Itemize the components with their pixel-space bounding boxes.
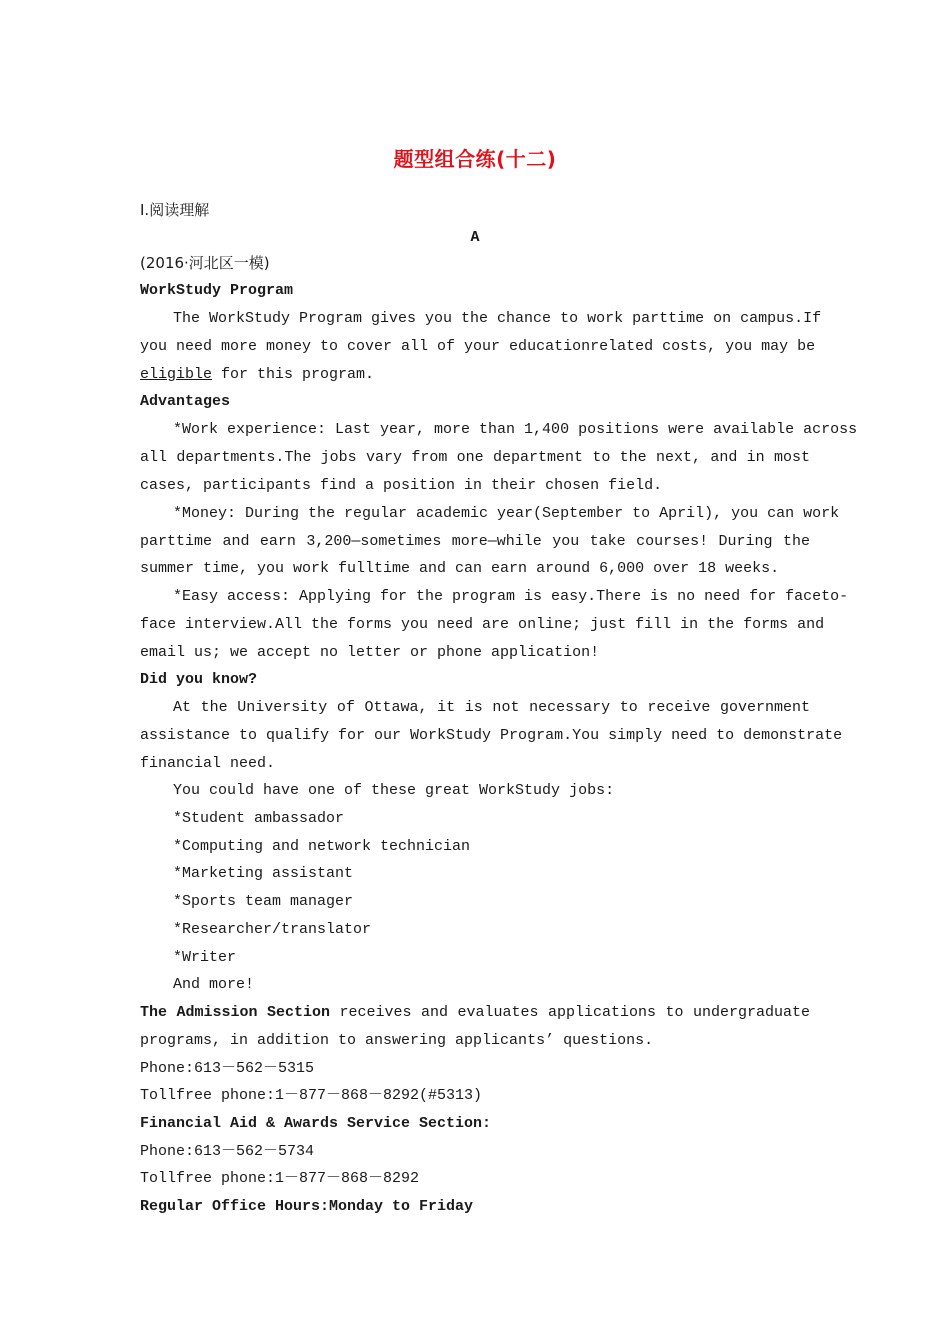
money-line-1: *Money: During the regular academic year(September to April), you can work [173, 505, 840, 522]
money-line-2: parttime and earn 3,200—sometimes more—while you take courses! During the [140, 533, 810, 550]
admission-lead: The Admission Section [140, 1004, 331, 1021]
intro-line-1: The WorkStudy Program gives you the chance to work parttime on campus.If [173, 310, 822, 327]
list-item: *Student ambassador [173, 810, 345, 827]
section-heading: Ⅰ.阅读理解 [140, 201, 210, 219]
easy-access-line-3: email us; we accept no letter or phone application! [140, 644, 600, 661]
money-line-3: summer time, you work fulltime and can earn around 6,000 over 18 weeks. [140, 560, 780, 577]
intro-line-3-rest: for this program. [212, 366, 375, 383]
program-title: WorkStudy Program [140, 282, 294, 299]
work-experience-line-3: cases, participants find a position in their chosen field. [140, 477, 663, 494]
financial-aid-heading: Financial Aid & Awards Service Section: [140, 1115, 492, 1132]
intro-line-2: you need more money to cover all of your educationrelated costs, you may be [140, 338, 816, 355]
admission-phone: Phone:613－562－5315 [140, 1060, 315, 1077]
admission-line-1 [140, 1001, 810, 1025]
jobs-intro: You could have one of these great WorkStudy jobs: [173, 782, 615, 799]
did-you-know-line-2: assistance to qualify for our WorkStudy Program.You simply need to demonstrate [140, 727, 843, 744]
underlined-word: eligible [140, 366, 213, 383]
list-item: *Sports team manager [173, 893, 354, 910]
financial-aid-phone: Phone:613－562－5734 [140, 1143, 315, 1160]
list-item: *Marketing assistant [173, 865, 354, 882]
admission-tollfree: Tollfree phone:1－877－868－8292(#5313) [140, 1087, 483, 1104]
work-experience-line-1: *Work experience: Last year, more than 1,400 positions were available across [173, 421, 858, 438]
did-you-know-heading: Did you know? [140, 671, 258, 688]
list-item: *Researcher/translator [173, 921, 372, 938]
page-title: 题型组合练(十二) [393, 147, 557, 171]
intro-line-3 [140, 363, 810, 387]
work-experience-line-2: all departments.The jobs vary from one department to the next, and in most [140, 449, 810, 466]
list-item: *Writer [173, 949, 237, 966]
did-you-know-line-1: At the University of Ottawa, it is not necessary to receive government [173, 699, 810, 716]
office-hours: Regular Office Hours:Monday to Friday [140, 1198, 474, 1215]
list-item: And more! [173, 976, 255, 993]
advantages-heading: Advantages [140, 393, 231, 410]
admission-line-2: programs, in addition to answering applicants’ questions. [140, 1032, 654, 1049]
did-you-know-line-3: financial need. [140, 755, 276, 772]
easy-access-line-2: face interview.All the forms you need are online; just fill in the forms and [140, 616, 825, 633]
admission-line-1-rest: receives and evaluates applications to undergraduate [330, 1004, 811, 1021]
passage-source: (2016·河北区一模) [140, 254, 270, 272]
passage-letter: A [470, 229, 480, 246]
easy-access-line-1: *Easy access: Applying for the program is easy.There is no need for faceto- [173, 588, 849, 605]
list-item: *Computing and network technician [173, 838, 471, 855]
financial-aid-tollfree: Tollfree phone:1－877－868－8292 [140, 1170, 420, 1187]
